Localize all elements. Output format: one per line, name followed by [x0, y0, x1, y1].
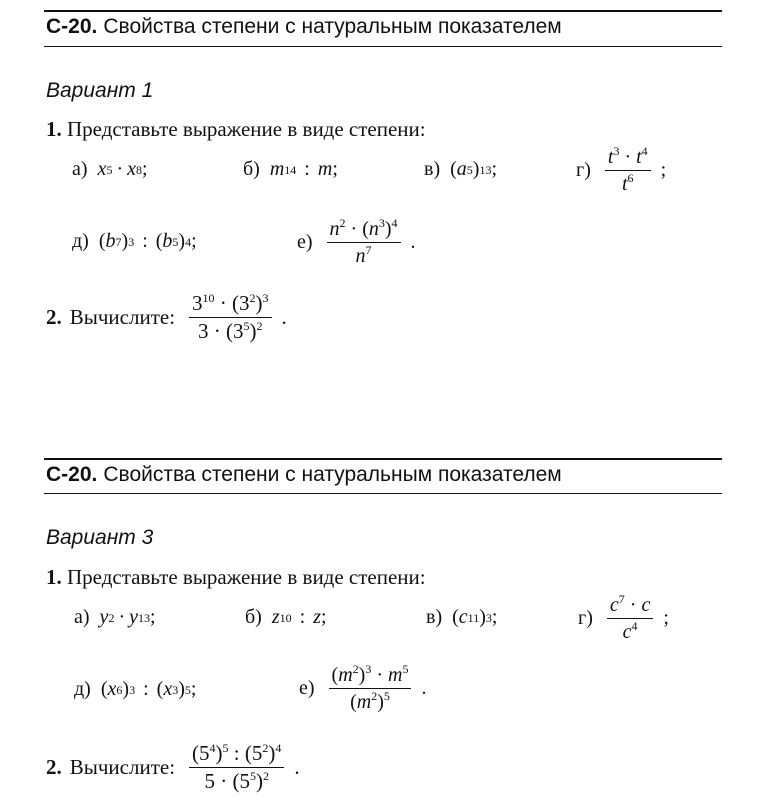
- section-header: [46, 463, 562, 487]
- section-title: Свойства степени с натуральным показателем: [103, 15, 562, 38]
- item-g: г) $\frac{c^7 \cdot c}{c^4}$ ;: [578, 592, 669, 643]
- task-2: 2. Вычислите: $\frac{(5^4)^5 : (5^2)^4}{5 \cdot (5^5)^2}$ .: [46, 741, 300, 794]
- task-1-heading: [46, 117, 426, 142]
- item-v: в) ( a 5 ) 13 ;: [424, 158, 498, 180]
- section-title: Свойства степени с натуральным показателем: [103, 463, 562, 486]
- section-header: [46, 15, 562, 39]
- header-rule-top: [44, 10, 722, 12]
- item-b: б) m 14 : m ;: [243, 158, 338, 180]
- task-number: 1.: [46, 117, 62, 141]
- task-text: Представьте выражение в виде степени:: [67, 565, 426, 589]
- task-number: 1.: [46, 565, 62, 589]
- fraction: $\frac{(m^2)^3 \cdot m^5}{(m^2)^5}$: [329, 664, 412, 713]
- item-e: е) $\frac{n^2 \cdot (n^3)^4}{n^7}$ .: [297, 216, 416, 267]
- fraction: $\frac{(5^4)^5 : (5^2)^4}{5 \cdot (5^5)^2}$: [189, 742, 284, 793]
- header-rule-bottom: [44, 493, 722, 494]
- task-1-heading: [46, 565, 426, 590]
- task-2: 2. Вычислите: $\frac{3^{10} \cdot (3^2)^3}{3 \cdot (3^5)^2}$ .: [46, 291, 287, 344]
- fraction: $\frac{t^3 \cdot t^4}{t^6}$: [605, 146, 651, 195]
- header-rule-top: [44, 458, 722, 460]
- item-d: д) ( b 7 ) 3 : ( b 5 ) 4 ;: [72, 230, 197, 252]
- item-d: д) ( x 6 ) 3 : ( x 3 ) 5 ;: [74, 678, 197, 700]
- item-a: а) x 5 · x 8 ;: [72, 158, 148, 180]
- fraction: $\frac{c^7 \cdot c}{c^4}$: [607, 594, 653, 643]
- item-e: е) $\frac{(m^2)^3 \cdot m^5}{(m^2)^5}$ .: [299, 662, 427, 713]
- fraction: $\frac{3^{10} \cdot (3^2)^3}{3 \cdot (3^5)^2}$: [189, 292, 272, 343]
- task-text: Представьте выражение в виде степени:: [67, 117, 426, 141]
- item-b: б) z 10 : z ;: [245, 606, 327, 628]
- variant-title: Вариант 3: [46, 526, 154, 549]
- section-code: С-20.: [46, 15, 98, 38]
- item-v: в) ( c 11 ) 3 ;: [426, 606, 498, 628]
- fraction: $\frac{n^2 \cdot (n^3)^4}{n^7}$: [327, 218, 401, 267]
- variant-title: Вариант 1: [46, 79, 154, 102]
- item-a: а) y 2 · y 13 ;: [74, 606, 156, 628]
- header-rule-bottom: [44, 46, 722, 47]
- item-g: г) $\frac{t^3 \cdot t^4}{t^6}$ ;: [576, 144, 667, 195]
- section-code: С-20.: [46, 463, 98, 486]
